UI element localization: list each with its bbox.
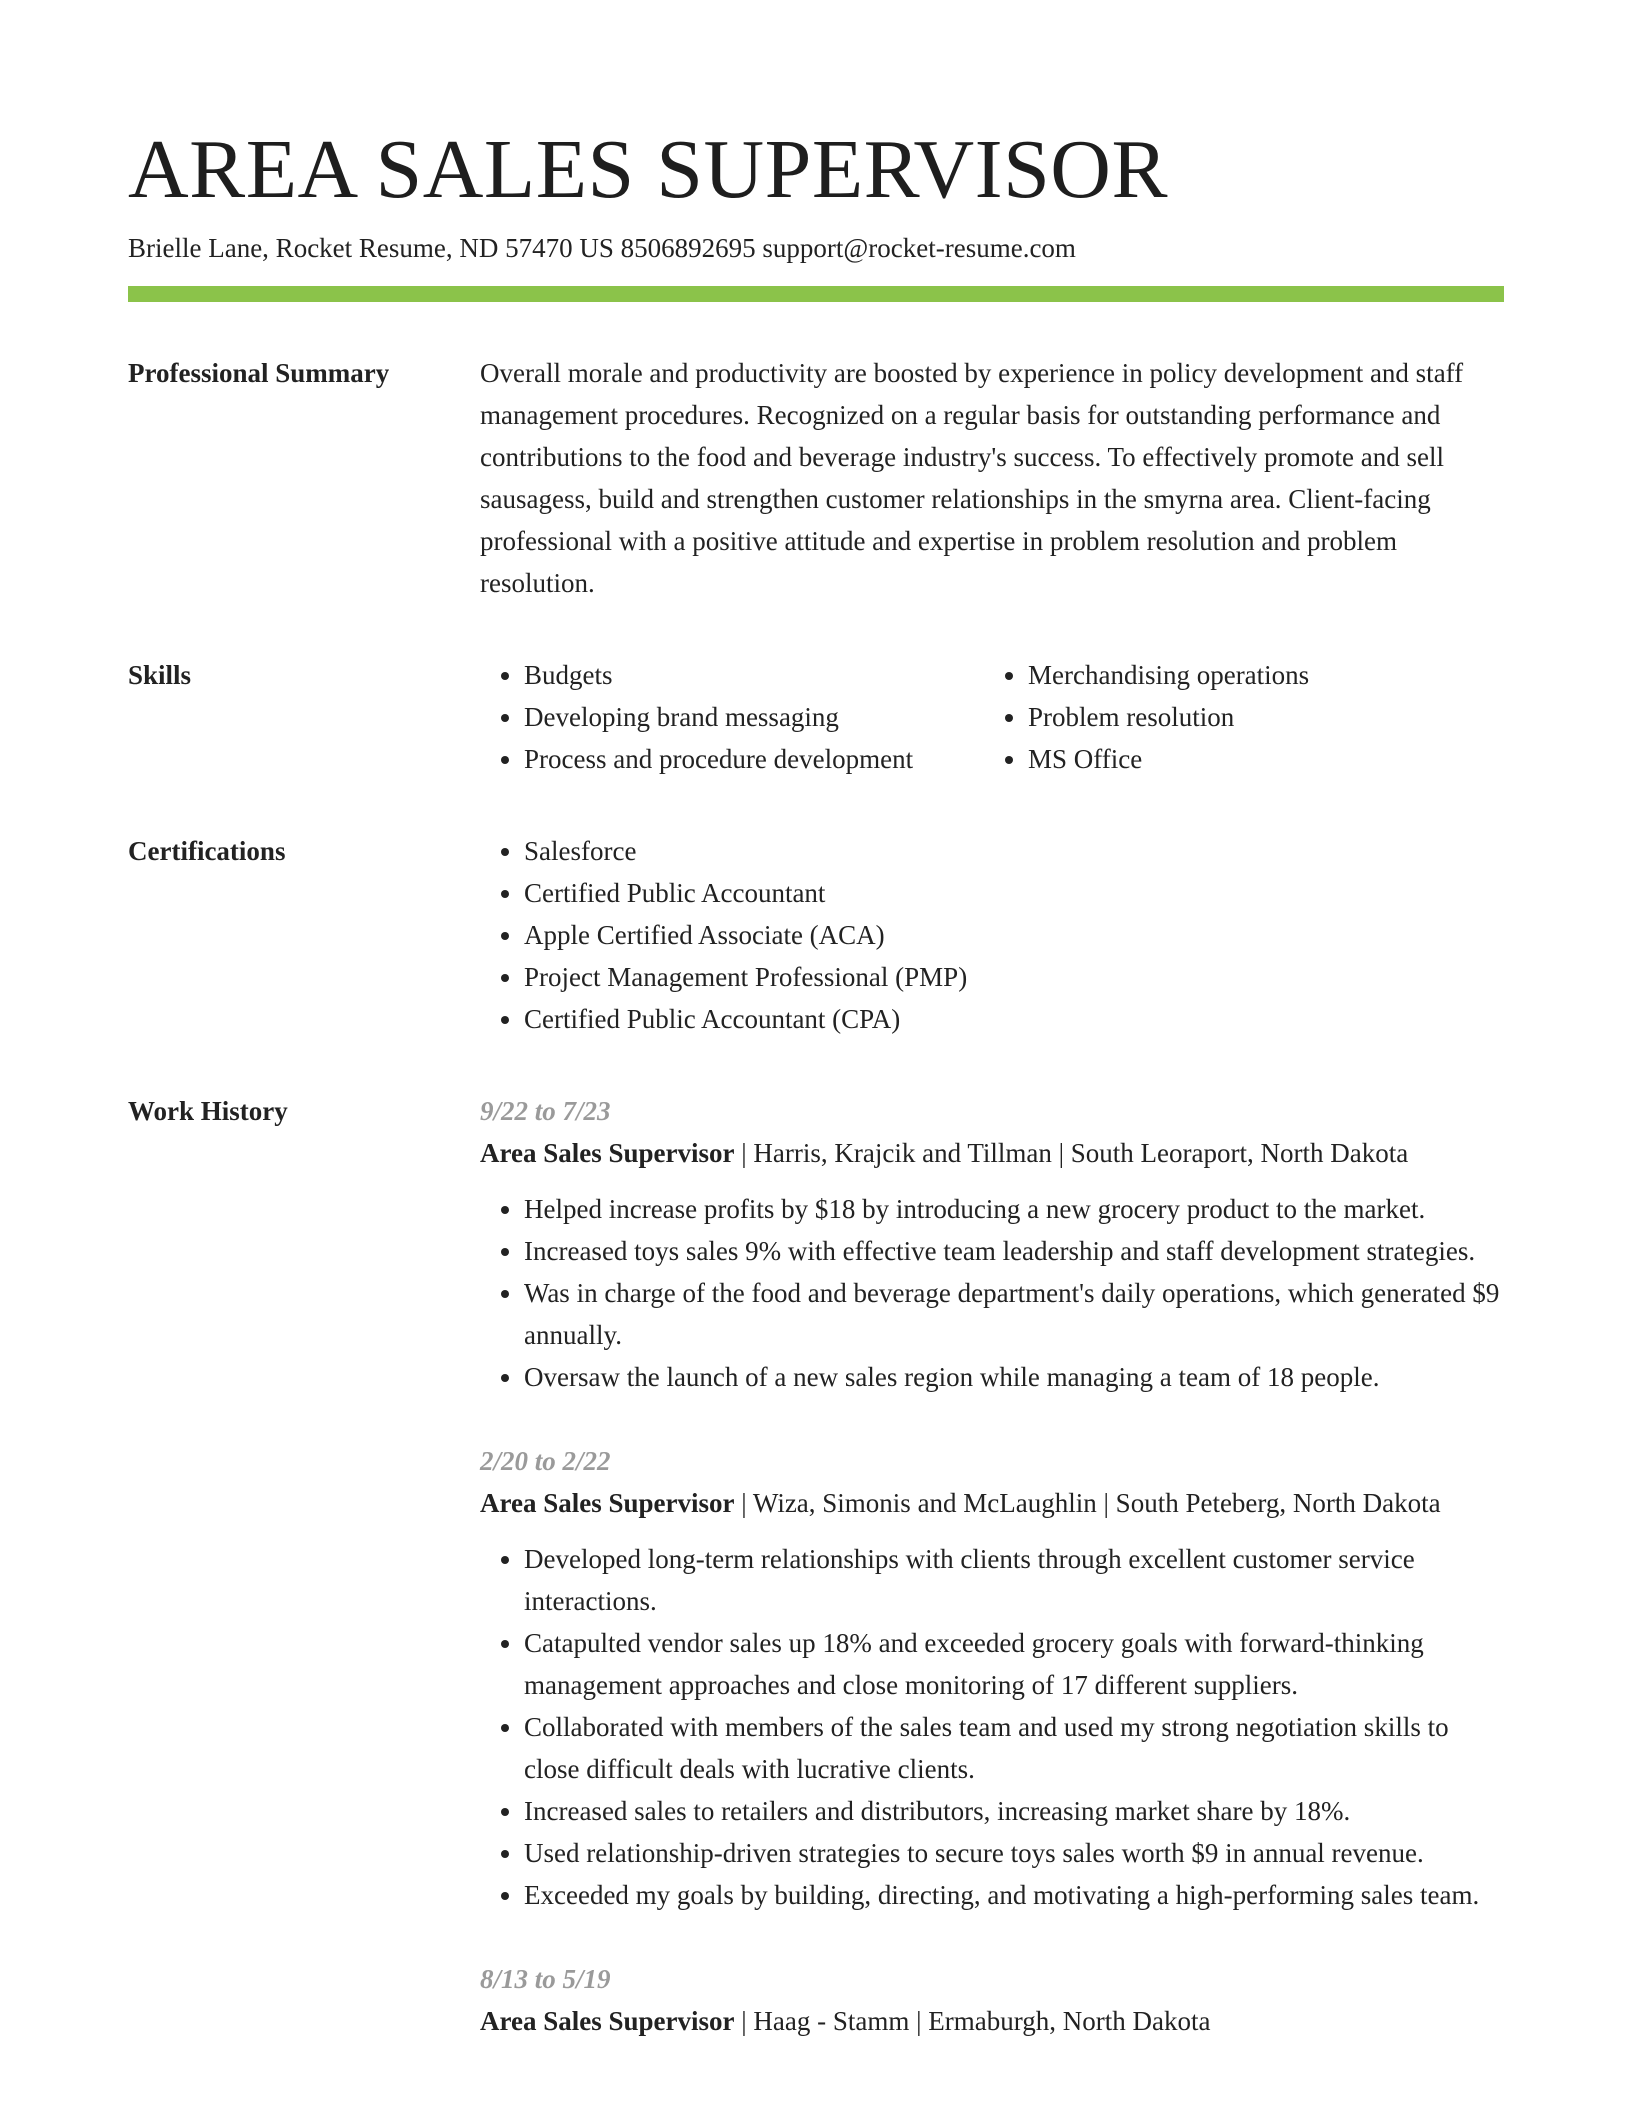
job-dates: 8/13 to 5/19 <box>480 1964 611 1994</box>
summary-text: Overall morale and productivity are boosted by experience in policy development and staff management procedures. Recognized on a regular basis for outstanding performance and contributions to the food and beverage industry's success. To effectively promote and sell sausagess, build and strengthen customer relationships in the smyrna area. Client-facing professional with a positive attitude and expertise in problem resolution and problem resolution. <box>480 358 1464 598</box>
certifications-body <box>480 830 1504 1040</box>
contact-line: Brielle Lane, Rocket Resume, ND 57470 US 8506892695 support@rocket-resume.com <box>128 233 1076 263</box>
resume-title: AREA SALES SUPERVISOR <box>128 123 1168 216</box>
work-history-section <box>128 1090 1504 2084</box>
job-entry <box>480 1958 1504 2042</box>
skills-list-left <box>480 654 984 780</box>
skills-body <box>480 654 1504 780</box>
job-company-location: | Haag - Stamm | Ermaburgh, North Dakota <box>734 2006 1211 2036</box>
job-bullets <box>480 1188 1504 1398</box>
job-title: Area Sales Supervisor <box>480 1138 735 1168</box>
job-bullet: • Exceeded my goals by building, directing, and motivating a high-performing sales team. <box>524 1874 1504 1916</box>
summary-heading: Professional Summary <box>128 358 390 388</box>
job-title: Area Sales Supervisor <box>480 1488 735 1518</box>
job-heading <box>480 2000 1504 2042</box>
job-heading <box>480 1482 1504 1524</box>
certification-item: • Project Management Professional (PMP) <box>524 956 1504 998</box>
job-company-location: | Harris, Krajcik and Tillman | South Leoraport, North Dakota <box>734 1138 1409 1168</box>
skills-column-left <box>480 654 984 780</box>
summary-section <box>128 352 1504 604</box>
work-history-body <box>480 1090 1504 2084</box>
job-dates: 2/20 to 2/22 <box>480 1446 611 1476</box>
summary-body <box>480 352 1504 604</box>
job-entry <box>480 1440 1504 1916</box>
certification-item: • Certified Public Accountant <box>524 872 1504 914</box>
job-bullet: • Developed long-term relationships with clients through excellent customer service interactions. <box>524 1538 1504 1622</box>
certification-item: • Certified Public Accountant (CPA) <box>524 998 1504 1040</box>
job-heading <box>480 1132 1504 1174</box>
job-company-location: | Wiza, Simonis and McLaughlin | South Peteberg, North Dakota <box>734 1488 1441 1518</box>
resume-page <box>128 120 1504 2084</box>
certification-item: • Salesforce <box>524 830 1504 872</box>
skill-item: • Process and procedure development <box>524 738 984 780</box>
skill-item: • Problem resolution <box>1028 696 1488 738</box>
skill-item: • Merchandising operations <box>1028 654 1488 696</box>
job-bullets <box>480 1538 1504 1916</box>
skill-item: • Budgets <box>524 654 984 696</box>
skills-heading: Skills <box>128 660 192 690</box>
certifications-list <box>480 830 1504 1040</box>
job-bullet: • Collaborated with members of the sales team and used my strong negotiation skills to close difficult deals with lucrative clients. <box>524 1706 1504 1790</box>
job-bullet: • Was in charge of the food and beverage department's daily operations, which generated $9 annually. <box>524 1272 1504 1356</box>
job-bullet: • Catapulted vendor sales up 18% and exceeded grocery goals with forward-thinking management approaches and close monitoring of 17 different suppliers. <box>524 1622 1504 1706</box>
job-bullet: • Oversaw the launch of a new sales region while managing a team of 18 people. <box>524 1356 1504 1398</box>
certification-item: • Apple Certified Associate (ACA) <box>524 914 1504 956</box>
accent-divider <box>128 286 1504 302</box>
skill-item: • Developing brand messaging <box>524 696 984 738</box>
skills-list-right <box>984 654 1488 780</box>
job-bullet: • Increased toys sales 9% with effective team leadership and staff development strategies. <box>524 1230 1504 1272</box>
job-dates: 9/22 to 7/23 <box>480 1096 611 1126</box>
job-title: Area Sales Supervisor <box>480 2006 735 2036</box>
skills-column-right <box>984 654 1488 780</box>
skill-item: • MS Office <box>1028 738 1488 780</box>
work-history-heading: Work History <box>128 1096 288 1126</box>
certifications-section <box>128 830 1504 1040</box>
job-bullet: • Used relationship-driven strategies to secure toys sales worth $9 in annual revenue. <box>524 1832 1504 1874</box>
job-bullet: • Increased sales to retailers and distributors, increasing market share by 18%. <box>524 1790 1504 1832</box>
certifications-heading: Certifications <box>128 836 286 866</box>
skills-section <box>128 654 1504 780</box>
job-entry <box>480 1090 1504 1398</box>
job-bullet: • Helped increase profits by $18 by introducing a new grocery product to the market. <box>524 1188 1504 1230</box>
